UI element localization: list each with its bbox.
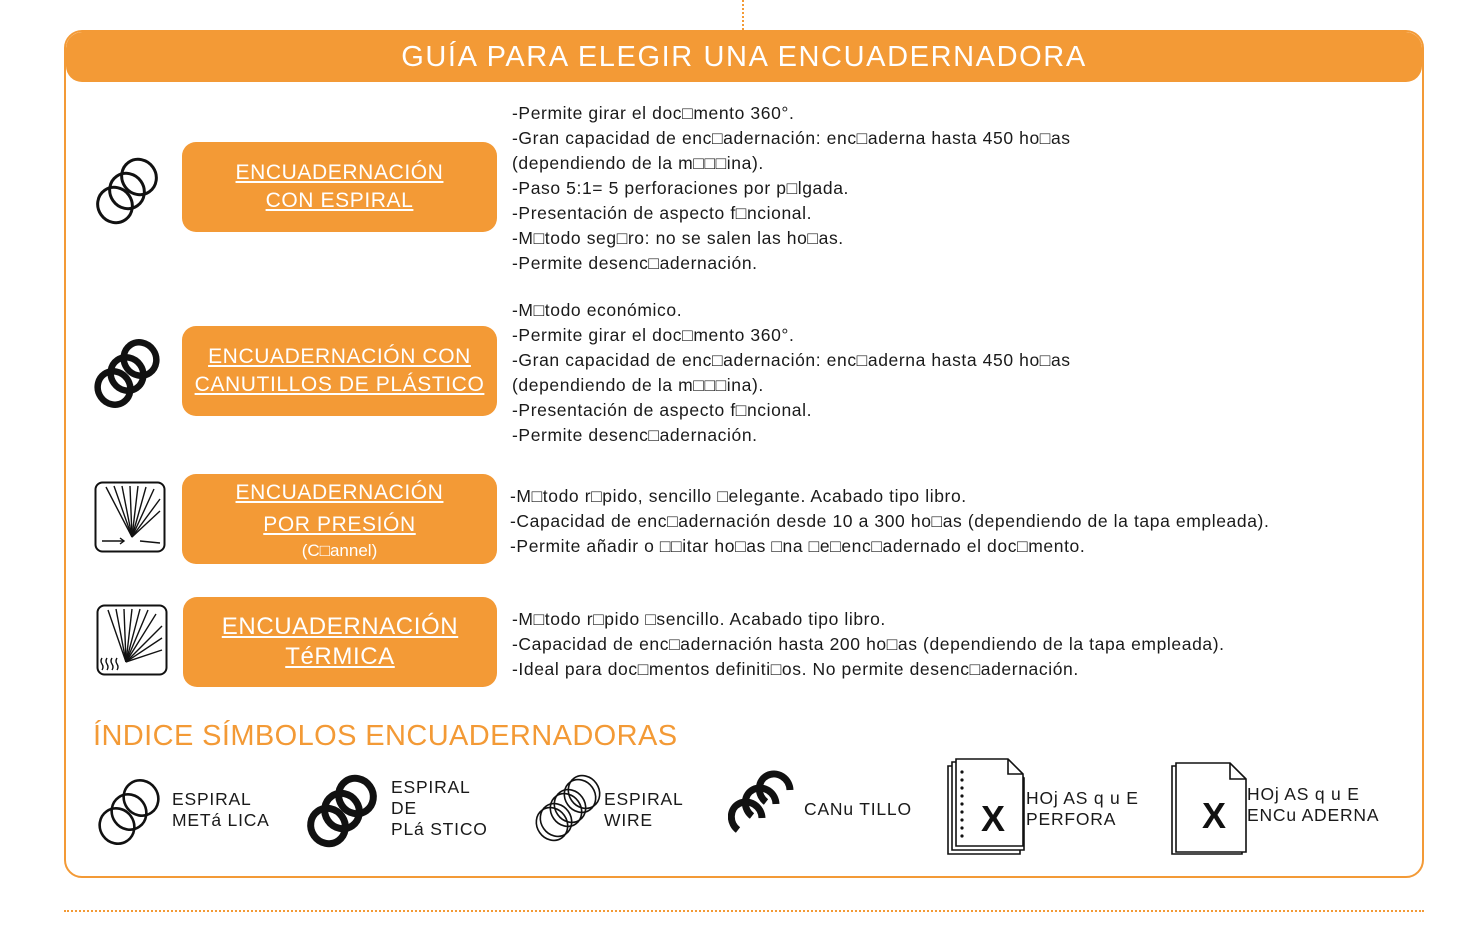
method-label: ENCUADERNACIÓN [221, 613, 459, 640]
symbol-label-line: PLá STICO [391, 819, 488, 839]
symbol-label [804, 799, 912, 820]
symbol-label-line: ESPIRAL [172, 789, 252, 809]
description-line: -Paso 5:1= 5 perforaciones por p□lgada. [512, 178, 850, 198]
description-line: (dependiendo de la m□□□ina). [512, 375, 764, 395]
symbol-label [1026, 788, 1139, 830]
symbol-label [172, 789, 270, 831]
method-button-espiral[interactable] [182, 142, 497, 232]
description-line: -Presentación de aspecto f□ncional. [512, 400, 813, 420]
method-label: POR PRESIÓN [263, 513, 416, 536]
symbol-label-line: PERFORA [1026, 809, 1117, 829]
description-line: (dependiendo de la m□□□ina). [512, 153, 764, 173]
guide-header [66, 32, 1422, 82]
symbol-label-line: HOj AS q u E [1247, 784, 1360, 804]
description-line: -Permite desenc□adernación. [512, 253, 758, 273]
method-sublabel: (C□annel) [301, 541, 378, 560]
pressure-binding-icon [94, 481, 166, 553]
symbol-label-line: WIRE [604, 810, 653, 830]
metal-spiral-icon [93, 147, 165, 229]
symbol-label [604, 789, 684, 831]
symbol-label-line: ESPIRAL [391, 777, 471, 797]
description-line: -Capacidad de enc□adernación hasta 200 ho□as (dependiendo de la tapa empleada). [512, 634, 1225, 654]
method-button-presion[interactable] [182, 474, 497, 564]
metal-spiral-icon [95, 768, 167, 850]
description-line: -Permite añadir o □□itar ho□as □na □e□enc□adernado el doc□mento. [510, 536, 1086, 556]
description-line: -Presentación de aspecto f□ncional. [512, 203, 813, 223]
method-button-canutillos[interactable] [182, 326, 497, 416]
method-label: ENCUADERNACIÓN [235, 481, 444, 504]
symbol-label-line: HOj AS q u E [1026, 788, 1139, 808]
method-description [512, 607, 1225, 682]
guide-title: GUÍA PARA ELEGIR UNA ENCUADERNADORA [401, 40, 1087, 73]
plastic-spiral-icon [92, 330, 166, 412]
method-label: ENCUADERNACIÓN CON [208, 345, 471, 368]
thermal-binding-icon [96, 604, 168, 676]
description-line: -Gran capacidad de enc□adernación: enc□aderna hasta 450 ho□as [512, 350, 1071, 370]
method-description [512, 101, 1071, 276]
method-label: CANUTILLOS DE PLÁSTICO [194, 373, 485, 396]
description-line: -M□todo r□pido □sencillo. Acabado tipo libro. [512, 609, 886, 629]
method-description [512, 298, 1071, 448]
description-line: -Permite girar el doc□mento 360°. [512, 103, 795, 123]
symbol-label-line: ESPIRAL [604, 789, 684, 809]
description-line: -M□todo seg□ro: no se salen las ho□as. [512, 228, 844, 248]
description-line: -Capacidad de enc□adernación desde 10 a 300 ho□as (dependiendo de la tapa empleada). [510, 511, 1270, 531]
description-line: -Permite girar el doc□mento 360°. [512, 325, 795, 345]
method-label: TéRMICA [285, 643, 395, 670]
wire-spiral-icon [528, 768, 606, 848]
symbol-label [1247, 784, 1379, 826]
comb-binding-icon [728, 766, 802, 848]
description-line: -Ideal para doc□mentos definiti□os. No permite desenc□adernación. [512, 659, 1079, 679]
symbols-index-title: ÍNDICE SÍMBOLOS ENCUADERNADORAS [93, 720, 678, 752]
bind-sheets-icon [1170, 760, 1250, 858]
symbol-label-line: CANu TILLO [804, 799, 912, 819]
method-label: CON ESPIRAL [265, 189, 414, 212]
description-line: -M□todo r□pido, sencillo □elegante. Acabado tipo libro. [510, 486, 967, 506]
description-line: -Permite desenc□adernación. [512, 425, 758, 445]
symbol-label [391, 777, 488, 840]
symbol-label-line: ENCu ADERNA [1247, 805, 1380, 825]
mark-x: X [980, 798, 1006, 839]
plastic-spiral-icon [304, 766, 386, 850]
bottom-dotted-guide [64, 910, 1424, 912]
description-line: -Gran capacidad de enc□adernación: enc□aderna hasta 450 ho□as [512, 128, 1071, 148]
description-line: -M□todo económico. [512, 300, 683, 320]
method-button-termica[interactable] [183, 597, 497, 687]
method-label: ENCUADERNACIÓN [235, 161, 444, 184]
symbol-label-line: DE [391, 798, 417, 818]
punch-sheets-icon [946, 758, 1026, 858]
symbol-label-line: METá LICA [172, 810, 270, 830]
top-dotted-guide [742, 0, 744, 30]
method-description [510, 484, 1269, 559]
mark-x: X [1201, 795, 1227, 836]
